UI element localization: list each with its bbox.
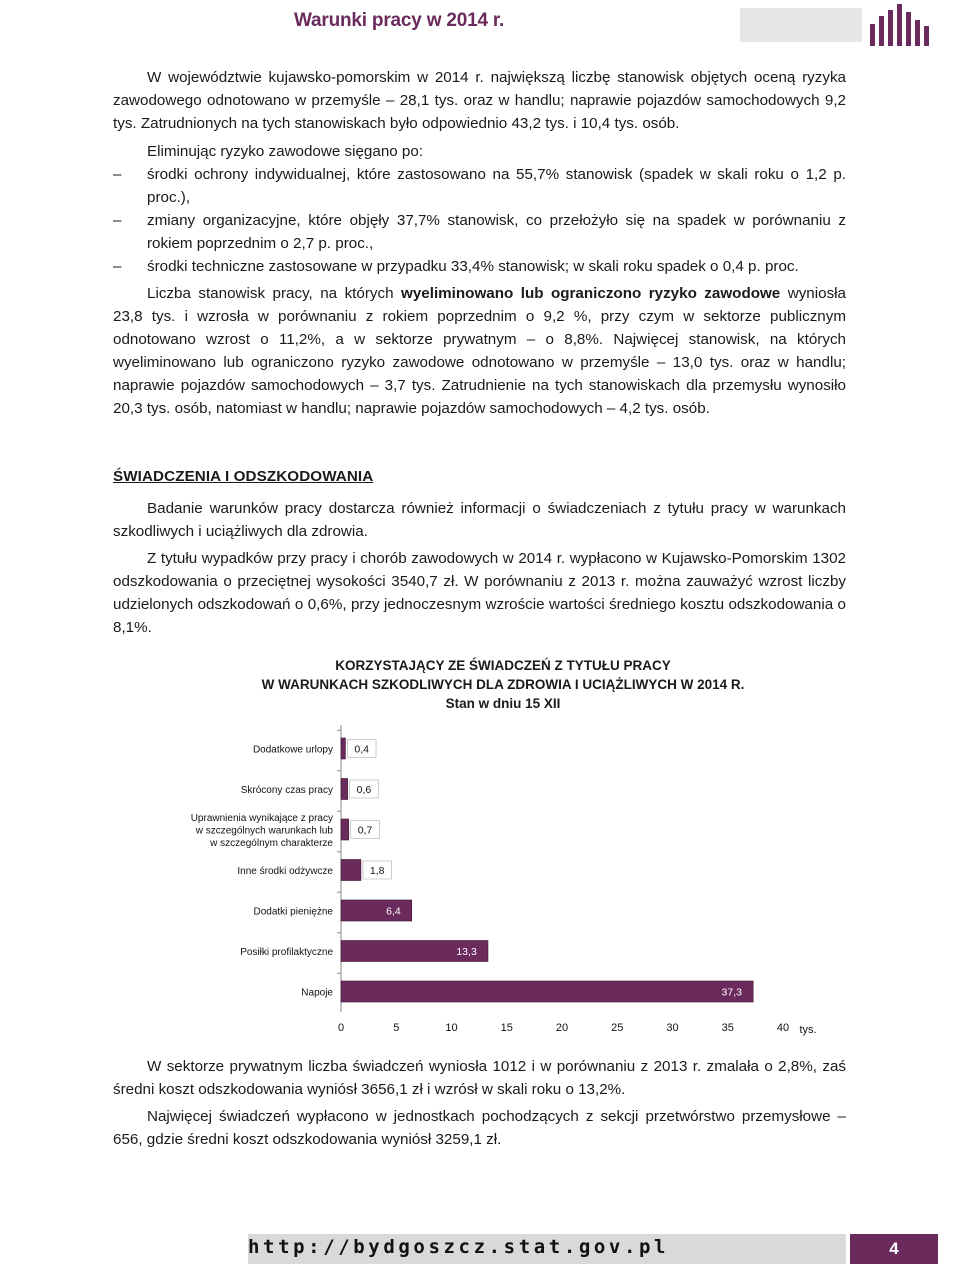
dash-bullet: – (113, 258, 122, 275)
paragraph-eliminated-risk: Liczba stanowisk pracy, na których wyeliminowano lub ograniczono ryzyko zawodowe wyniosła 23,8 tys. i wzrosła w porównaniu z rokiem poprzednim o 9,2 %, przy czym w sektorze publicznym odnotowano wzrost o 11,2%, a w sektorze prywatnym – o 8,8%. Najwięcej stanowisk, na których wyeliminowano lub ograniczono ryzyko zawodowe odnotowano w przemyśle – 13,0 tys. oraz w handlu; naprawie pojazdów samochodowych – 3,7 tys. Zatrudnienie na tych stanowiskach dla przemysłu wynosiło 20,3 tys. osób, natomiast w handlu; naprawie pojazdów samochodowych – 4,2 tys. osób. (113, 285, 846, 417)
paragraph-benefits-intro: Badanie warunków pracy dostarcza również informacji o świadczeniach z tytułu pracy w warunkach szkodliwych i uciążliwych dla zdrowia. (113, 500, 846, 540)
chart-title-line: W WARUNKACH SZKODLIWYCH DLA ZDROWIA I UCIĄŻLIWYCH W 2014 R. (261, 677, 745, 692)
x-tick-label: 20 (555, 1022, 569, 1034)
data-label: 0,6 (356, 784, 372, 796)
paragraph-private-sector: W sektorze prywatnym liczba świadczeń wyniosła 1012 i w porównaniu z 2013 r. zmalała o 2,8%, zaś średni koszt odszkodowania wyniósł 3656,1 zł i wzrósł w skali roku o 13,2%. (113, 1058, 846, 1098)
data-label: 0,4 (354, 743, 370, 756)
chart-bar (341, 819, 349, 840)
paragraph-risk-elimination-intro: Eliminując ryzyko zawodowe sięgano po: (147, 143, 424, 160)
paragraph-risk-assessment: W województwie kujawsko-pomorskim w 2014 r. największą liczbę stanowisk objętych oceną ryzyka zawodowego odnotowano w przemyśle – 28,1 tys. oraz w handlu; naprawie pojazdów samochodowych 9,2 tys. Zatrudnionych na tych stanowiskach było odpowiednio 43,2 tys. i 10,4 tys. osób. (113, 69, 846, 132)
chart-bar (341, 860, 361, 881)
chart-title-line: KORZYSTAJĄCY ZE ŚWIADCZEŃ Z TYTUŁU PRACY (335, 658, 671, 673)
page-number: 4 (850, 1234, 938, 1264)
category-label: Posiłki profilaktyczne (240, 947, 333, 958)
chart-title (113, 656, 893, 713)
list-item-text: środki ochrony indywidualnej, które zastosowano na 55,7% stanowisk (spadek w skali roku o 1,2 p. proc.), (147, 166, 846, 206)
x-tick-label: 10 (445, 1022, 458, 1034)
data-label: 1,8 (369, 865, 385, 877)
list-item (113, 163, 846, 209)
x-tick-label: 0 (337, 1022, 345, 1034)
dash-bullet: – (113, 212, 122, 229)
list-item (113, 209, 846, 255)
data-label: 0,7 (357, 824, 373, 837)
chart-bar (341, 981, 753, 1002)
header-decor-bar (740, 8, 862, 42)
list-item-text: środki techniczne zastosowane w przypadku 33,4% stanowisk; w skali roku spadek o 0,4 p. proc. (147, 258, 799, 275)
category-label: Dodatkowe urlopy (252, 744, 333, 756)
data-label: 37,3 (721, 986, 742, 999)
x-tick-label: 35 (721, 1022, 734, 1034)
bold-phrase: wyeliminowano lub ograniczono ryzyko zawodowe (401, 285, 781, 302)
section-heading: ŚWIADCZENIA I ODSZKODOWANIA (113, 468, 374, 485)
category-label: Dodatki pieniężne (253, 906, 333, 918)
category-label: Skrócony czas pracy (240, 785, 333, 796)
x-tick-label: 15 (500, 1022, 513, 1034)
list-item (113, 255, 846, 278)
chart-bar (341, 900, 412, 921)
category-label: w szczególnym charakterze (210, 838, 333, 849)
x-tick-label: 5 (393, 1022, 400, 1034)
page-header-title: Warunki pracy w 2014 r. (294, 10, 505, 31)
x-tick-label: 40 (776, 1022, 790, 1034)
list-item-text: zmiany organizacyjne, które objęły 37,7% stanowisk, co przełożyło się na spadek w porównaniu z rokiem poprzednim o 2,7 p. proc., (147, 212, 846, 252)
category-label: w szczególnych warunkach lub (195, 825, 333, 837)
footer-url-link[interactable]: http://bydgoszcz.stat.gov.pl (248, 1236, 670, 1258)
bar-chart (0, 720, 960, 1045)
chart-subtitle: Stan w dniu 15 XII (445, 696, 561, 711)
x-axis-unit: tys. (799, 1024, 817, 1036)
chart-bar (341, 779, 348, 800)
paragraph-compensation: Z tytułu wypadków przy pracy i chorób zawodowych w 2014 r. wypłacono w Kujawsko-Pomorskim 1302 odszkodowania o przeciętnej wysokości 3540,7 zł. W porównaniu z 2013 r. można zauważyć wzrost liczby udzielonych odszkodowań o 0,6%, przy jednoczesnym wzroście wartości średniego kosztu odszkodowania o 8,1%. (113, 550, 846, 636)
x-tick-label: 30 (666, 1022, 679, 1034)
x-tick-label: 25 (611, 1022, 624, 1034)
chart-bar (341, 738, 345, 759)
dash-bullet: – (113, 166, 122, 183)
category-label: Uprawnienia wynikające z pracy (190, 813, 333, 824)
paragraph-manufacturing: Najwięcej świadczeń wypłacono w jednostkach pochodzących z sekcji przetwórstwo przemysłowe – 656, gdzie średni koszt odszkodowania wyniósł 3259,1 zł. (113, 1108, 846, 1148)
category-label: Napoje (301, 987, 333, 999)
data-label: 6,4 (386, 905, 401, 918)
category-label: Inne środki odżywcze (237, 866, 333, 877)
data-label: 13,3 (456, 946, 477, 958)
statistics-logo-icon (868, 4, 938, 48)
